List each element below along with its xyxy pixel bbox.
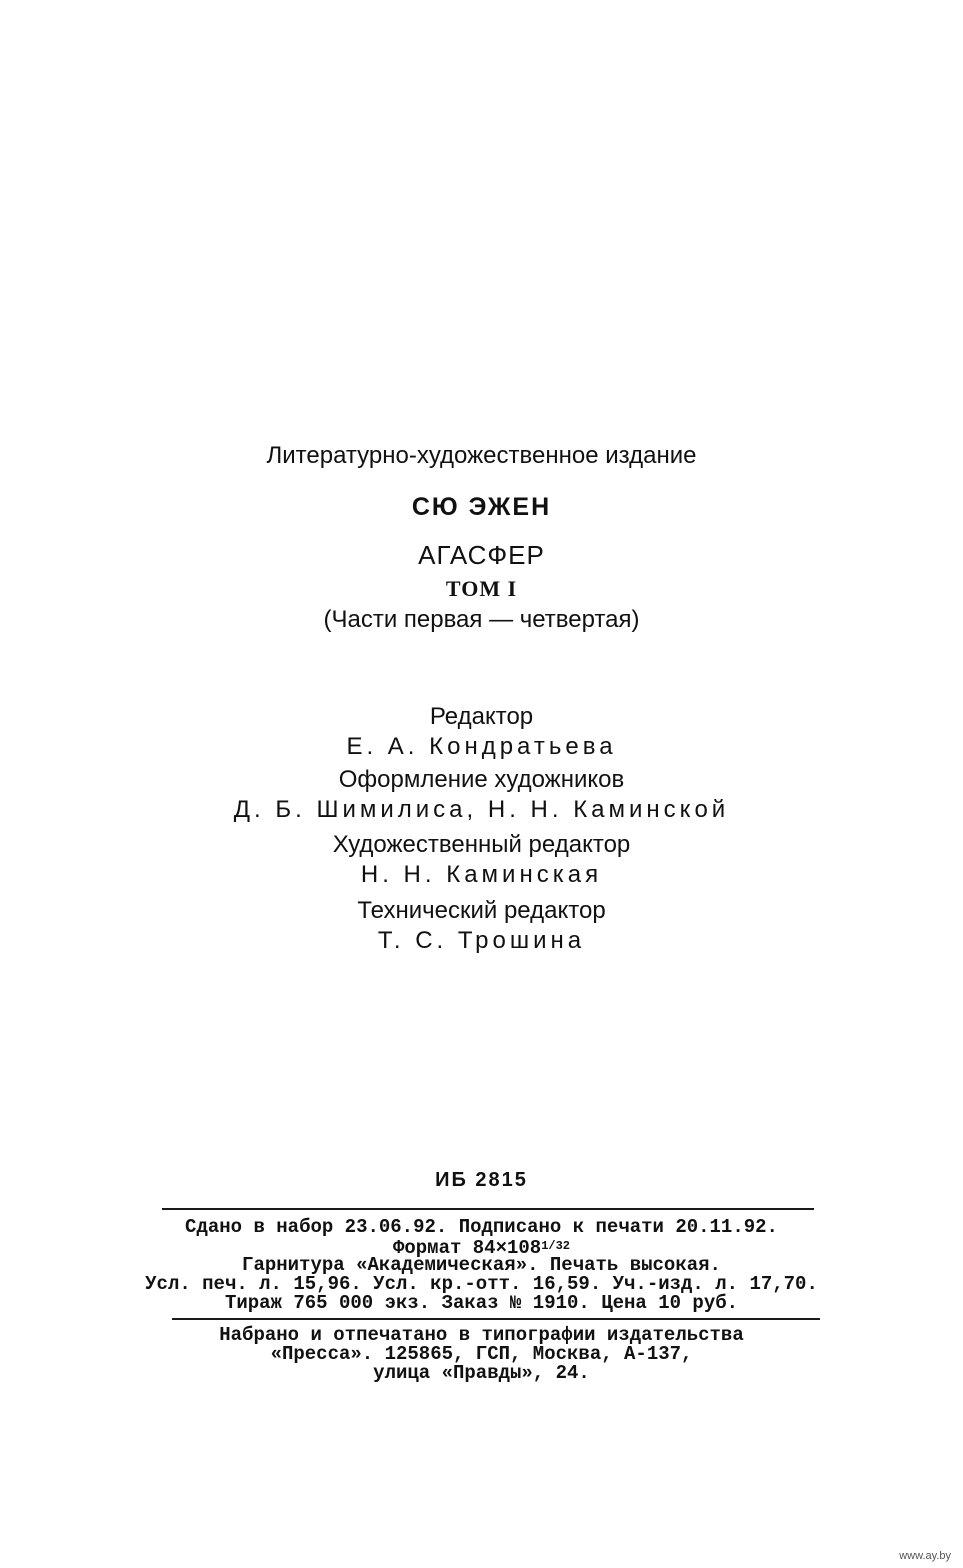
middle-rule [172,1318,820,1320]
volume-label: ТОМ I [445,576,518,601]
credit-person-editor: Е. А. Кондратьева [346,733,617,760]
imprint-line-5: Тираж 765 000 экз. Заказ № 1910. Цена 10 руб. [224,1292,739,1314]
printer-line-1: Набрано и отпечатано в типографии издательства [219,1324,744,1346]
edition-type: Литературно-художественное издание [266,442,697,469]
printer-line-3: улица «Правды», 24. [373,1362,590,1384]
imprint-format-fraction: 1/32 [541,1239,571,1253]
credit-role-editor: Редактор [429,703,534,730]
credit-role-design: Оформление художников [338,766,625,793]
imprint-line-1: Сдано в набор 23.06.92. Подписано к печати 20.11.92. [185,1216,778,1238]
top-rule [162,1208,814,1210]
ib-number: ИБ 2815 [435,1169,528,1191]
credit-person-art-editor: Н. Н. Каминская [360,861,603,888]
credit-role-tech-editor: Технический редактор [357,897,606,924]
credit-person-design: Д. Б. Шимилиса, Н. Н. Каминской [233,796,730,823]
imprint-format: Формат 84×108 [392,1237,542,1259]
watermark-text: www.ay.by [899,1550,951,1562]
imprint-line-4: Усл. печ. л. 15,96. Усл. кр.-отт. 16,59. Уч.-изд. л. 17,70. [145,1273,818,1295]
author-name: СЮ ЭЖЕН [411,493,552,521]
imprint-line-3: Гарнитура «Академическая». Печать высокая. [242,1254,721,1276]
book-title: АГАСФЕР [418,540,545,570]
credit-role-art-editor: Художественный редактор [332,831,631,858]
printer-line-2: «Пресса». 125865, ГСП, Москва, А-137, [270,1343,693,1365]
parts-label: (Части первая — четвертая) [323,606,640,633]
credit-person-tech-editor: Т. С. Трошина [377,927,586,954]
